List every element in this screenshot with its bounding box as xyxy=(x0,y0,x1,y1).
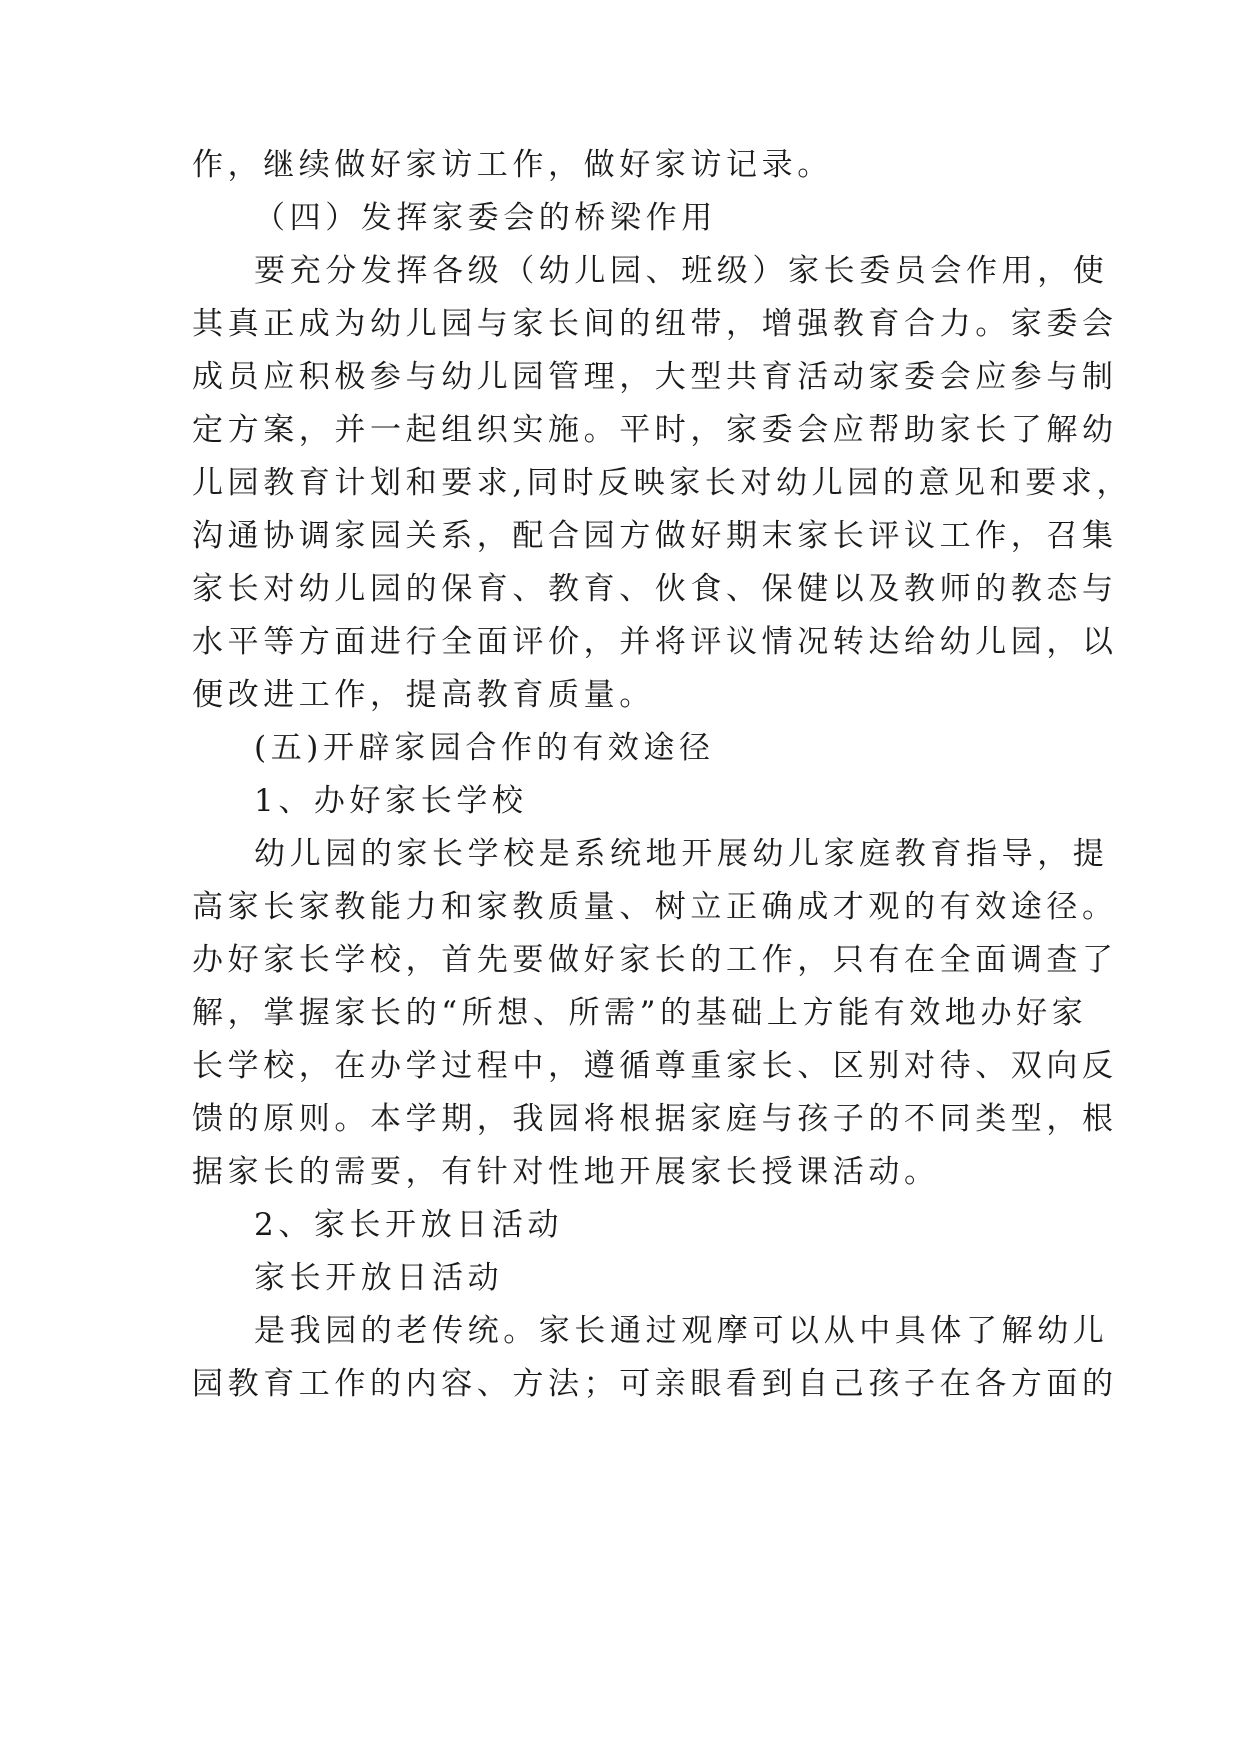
text-line: 长学校，在办学过程中，遵循尊重家长、区别对待、双向反 xyxy=(192,1048,1118,1084)
text-line: 其真正成为幼儿园与家长间的纽带，增强教育合力。家委会 xyxy=(192,306,1118,342)
paragraph-first-line: 幼儿园的家长学校是系统地开展幼儿家庭教育指导，提 xyxy=(254,836,1109,872)
text-line: 作，继续做好家访工作，做好家访记录。 xyxy=(192,147,833,183)
text-line: 沟通协调家园关系，配合园方做好期末家长评议工作，召集 xyxy=(192,518,1118,554)
section-heading: （四）发挥家委会的桥梁作用 xyxy=(254,200,717,236)
text-line: 家长对幼儿园的保育、教育、伙食、保健以及教师的教态与 xyxy=(192,571,1118,607)
text-line: 成员应积极参与幼儿园管理，大型共育活动家委会应参与制 xyxy=(192,359,1118,395)
paragraph-first-line: 是我园的老传统。家长通过观摩可以从中具体了解幼儿 xyxy=(254,1313,1109,1349)
text-line: 园教育工作的内容、方法；可亲眼看到自己孩子在各方面的 xyxy=(192,1366,1118,1402)
subsection-heading: 1、办好家长学校 xyxy=(254,783,528,819)
text-line: 办好家长学校，首先要做好家长的工作，只有在全面调查了 xyxy=(192,942,1118,978)
text-line: 定方案，并一起组织实施。平时，家委会应帮助家长了解幼 xyxy=(192,412,1118,448)
subsection-heading: 2、家长开放日活动 xyxy=(254,1207,564,1243)
paragraph-first-line: 要充分发挥各级（幼儿园、班级）家长委员会作用，使 xyxy=(254,253,1109,289)
text-line: 高家长家教能力和家教质量、树立正确成才观的有效途径。 xyxy=(192,889,1118,925)
text-line: 解，掌握家长的“所想、所需”的基础上方能有效地办好家 xyxy=(192,995,1088,1031)
text-line: 据家长的需要，有针对性地开展家长授课活动。 xyxy=(192,1154,940,1190)
section-heading: (五)开辟家园合作的有效途径 xyxy=(254,730,715,766)
text-line: 馈的原则。本学期，我园将根据家庭与孩子的不同类型，根 xyxy=(192,1101,1118,1137)
text-line: 便改进工作，提高教育质量。 xyxy=(192,677,655,713)
text-line: 水平等方面进行全面评价，并将评议情况转达给幼儿园，以 xyxy=(192,624,1118,660)
paragraph-first-line: 家长开放日活动 xyxy=(254,1260,504,1296)
text-line: 儿园教育计划和要求,同时反映家长对幼儿园的意见和要求， xyxy=(192,465,1133,501)
